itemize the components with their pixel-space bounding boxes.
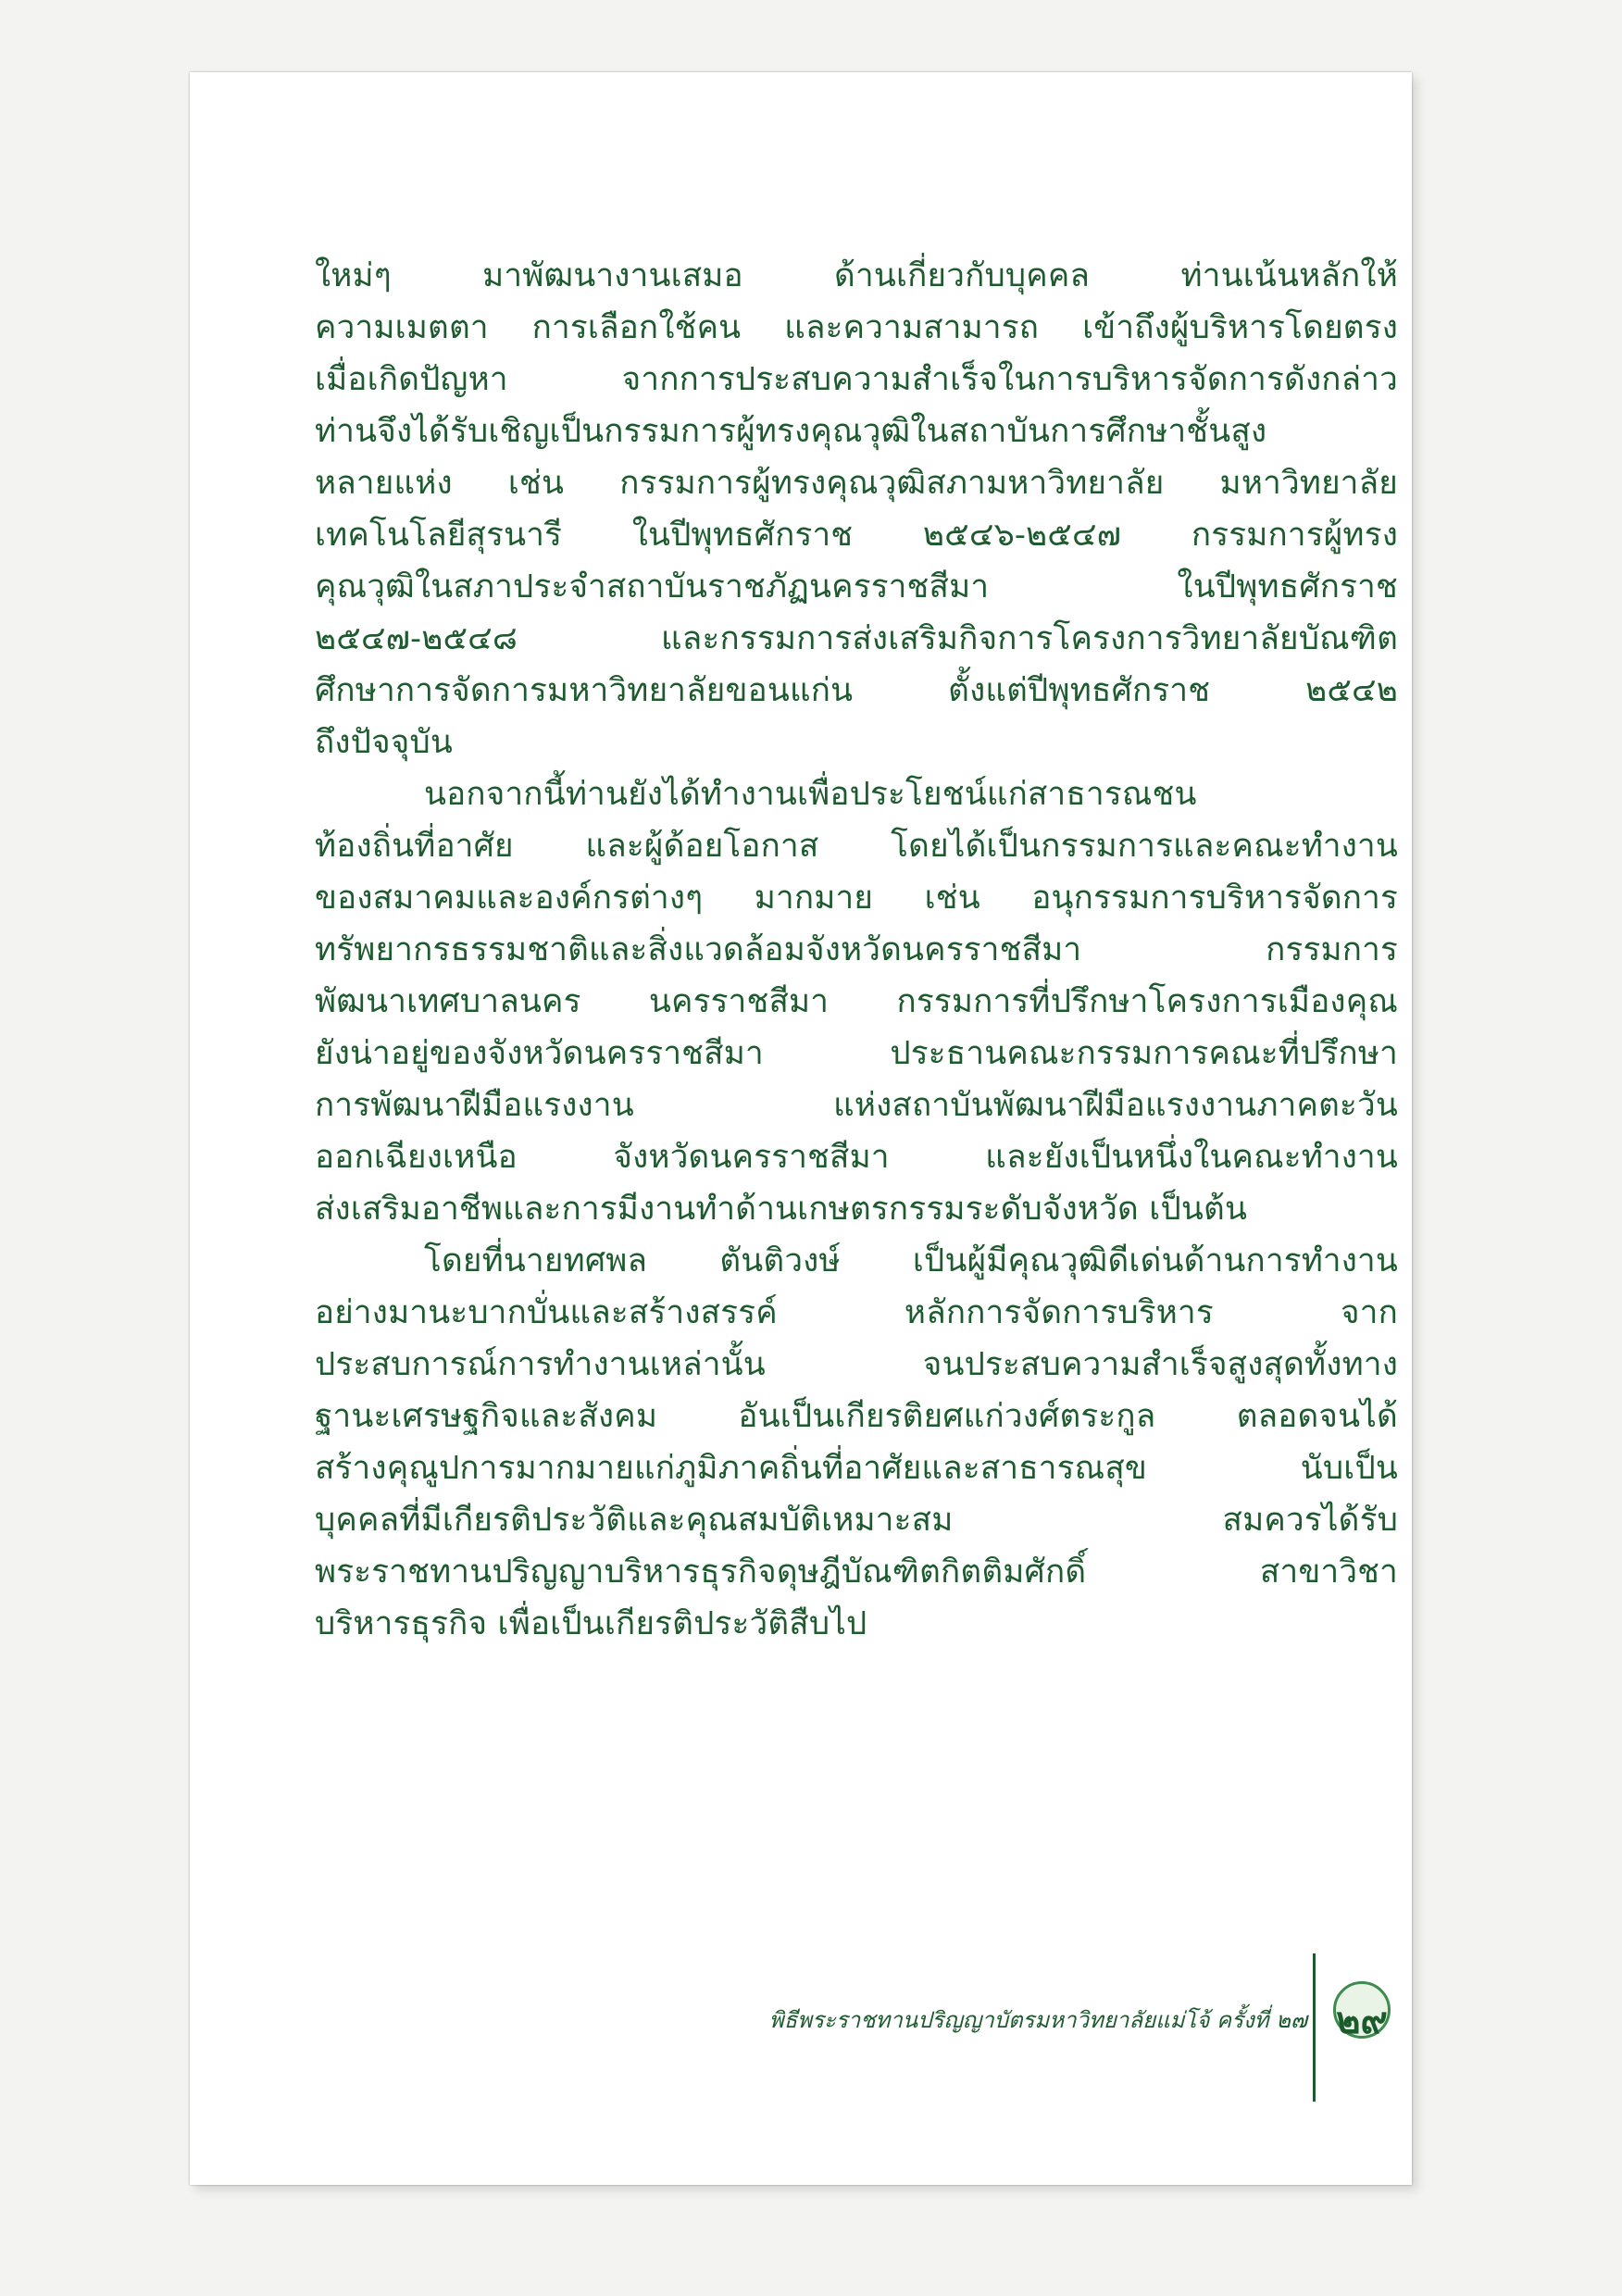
text-line: ท้องถิ่นที่อาศัย และผู้ด้อยโอกาส โดยได้เป็นกรรมการและคณะทำงาน	[315, 828, 1398, 865]
text-line: คุณวุฒิในสภาประจำสถาบันราชภัฏนครราชสีมา ในปีพุทธศักราช	[315, 568, 1398, 605]
footer-title: พิธีพระราชทานปริญญาบัตรมหาวิทยาลัยแม่โจ้ ครั้งที่ ๒๗	[768, 2007, 1307, 2033]
text-line: ประสบการณ์การทำงานเหล่านั้น จนประสบความสำเร็จสูงสุดทั้งทาง	[315, 1346, 1398, 1383]
text-line: เทคโนโลยีสุรนารี ในปีพุทธศักราช ๒๕๔๖-๒๕๔๗ กรรมการผู้ทรง	[315, 517, 1398, 554]
page-number: ๒๙	[1336, 2000, 1388, 2042]
text-line: ยังน่าอยู่ของจังหวัดนครราชสีมา ประธานคณะกรรมการคณะที่ปรึกษา	[315, 1035, 1398, 1072]
text-line: ถึงปัจจุบัน	[315, 724, 454, 761]
text-line: บุคคลที่มีเกียรติประวัติและคุณสมบัติเหมาะสม สมควรได้รับ	[315, 1502, 1398, 1539]
text-line: ใหม่ๆ มาพัฒนางานเสมอ ด้านเกี่ยวกับบุคคล ท่านเน้นหลักให้	[315, 257, 1398, 294]
text-line: ทรัพยากรธรรมชาติและสิ่งแวดล้อมจังหวัดนครราชสีมา กรรมการ	[315, 931, 1398, 968]
text-line: ส่งเสริมอาชีพและการมีงานทำด้านเกษตรกรรมระดับจังหวัด เป็นต้น	[315, 1191, 1248, 1228]
text-line: เมื่อเกิดปัญหา จากการประสบความสำเร็จในการบริหารจัดการดังกล่าว	[315, 361, 1398, 398]
paragraph-first-line: นอกจากนี้ท่านยังได้ทำงานเพื่อประโยชน์แก่สาธารณชน	[424, 776, 1197, 813]
footer-divider	[1313, 1953, 1316, 2102]
text-line: สร้างคุณูปการมากมายแก่ภูมิภาคถิ่นที่อาศัยและสาธารณสุข นับเป็น	[315, 1450, 1398, 1487]
text-line: ศึกษาการจัดการมหาวิทยาลัยขอนแก่น ตั้งแต่ปีพุทธศักราช ๒๕๔๒	[315, 672, 1398, 709]
text-line: ฐานะเศรษฐกิจและสังคม อันเป็นเกียรติยศแก่วงศ์ตระกูล ตลอดจนได้	[315, 1398, 1398, 1435]
text-line: บริหารธุรกิจ เพื่อเป็นเกียรติประวัติสืบไป	[315, 1605, 867, 1642]
text-line: อย่างมานะบากบั่นและสร้างสรรค์ หลักการจัดการบริหาร จาก	[315, 1294, 1398, 1331]
text-line: พัฒนาเทศบาลนคร นครราชสีมา กรรมการที่ปรึกษาโครงการเมืองคุณ	[315, 983, 1398, 1020]
text-line: พระราชทานปริญญาบริหารธุรกิจดุษฎีบัณฑิตกิตติมศักดิ์ สาขาวิชา	[315, 1554, 1398, 1591]
text-line: หลายแห่ง เช่น กรรมการผู้ทรงคุณวุฒิสภามหาวิทยาลัย มหาวิทยาลัย	[315, 465, 1398, 502]
text-line: ท่านจึงได้รับเชิญเป็นกรรมการผู้ทรงคุณวุฒิในสถาบันการศึกษาชั้นสูง	[315, 413, 1267, 450]
text-line: ของสมาคมและองค์กรต่างๆ มากมาย เช่น อนุกรรมการบริหารจัดการ	[315, 880, 1398, 917]
document-body	[315, 250, 1398, 1650]
text-line: ๒๕๔๗-๒๕๔๘ และกรรมการส่งเสริมกิจการโครงการวิทยาลัยบัณฑิต	[315, 620, 1398, 657]
text-line: ความเมตตา การเลือกใช้คน และความสามารถ เข้าถึงผู้บริหารโดยตรง	[315, 309, 1398, 346]
paragraph-first-line: โดยที่นายทศพล ตันติวงษ์ เป็นผู้มีคุณวุฒิดีเด่นด้านการทำงาน	[424, 1242, 1398, 1279]
text-line: การพัฒนาฝีมือแรงงาน แห่งสถาบันพัฒนาฝีมือแรงงานภาคตะวัน	[315, 1087, 1398, 1124]
text-line: ออกเฉียงเหนือ จังหวัดนครราชสีมา และยังเป็นหนึ่งในคณะทำงาน	[315, 1139, 1398, 1176]
